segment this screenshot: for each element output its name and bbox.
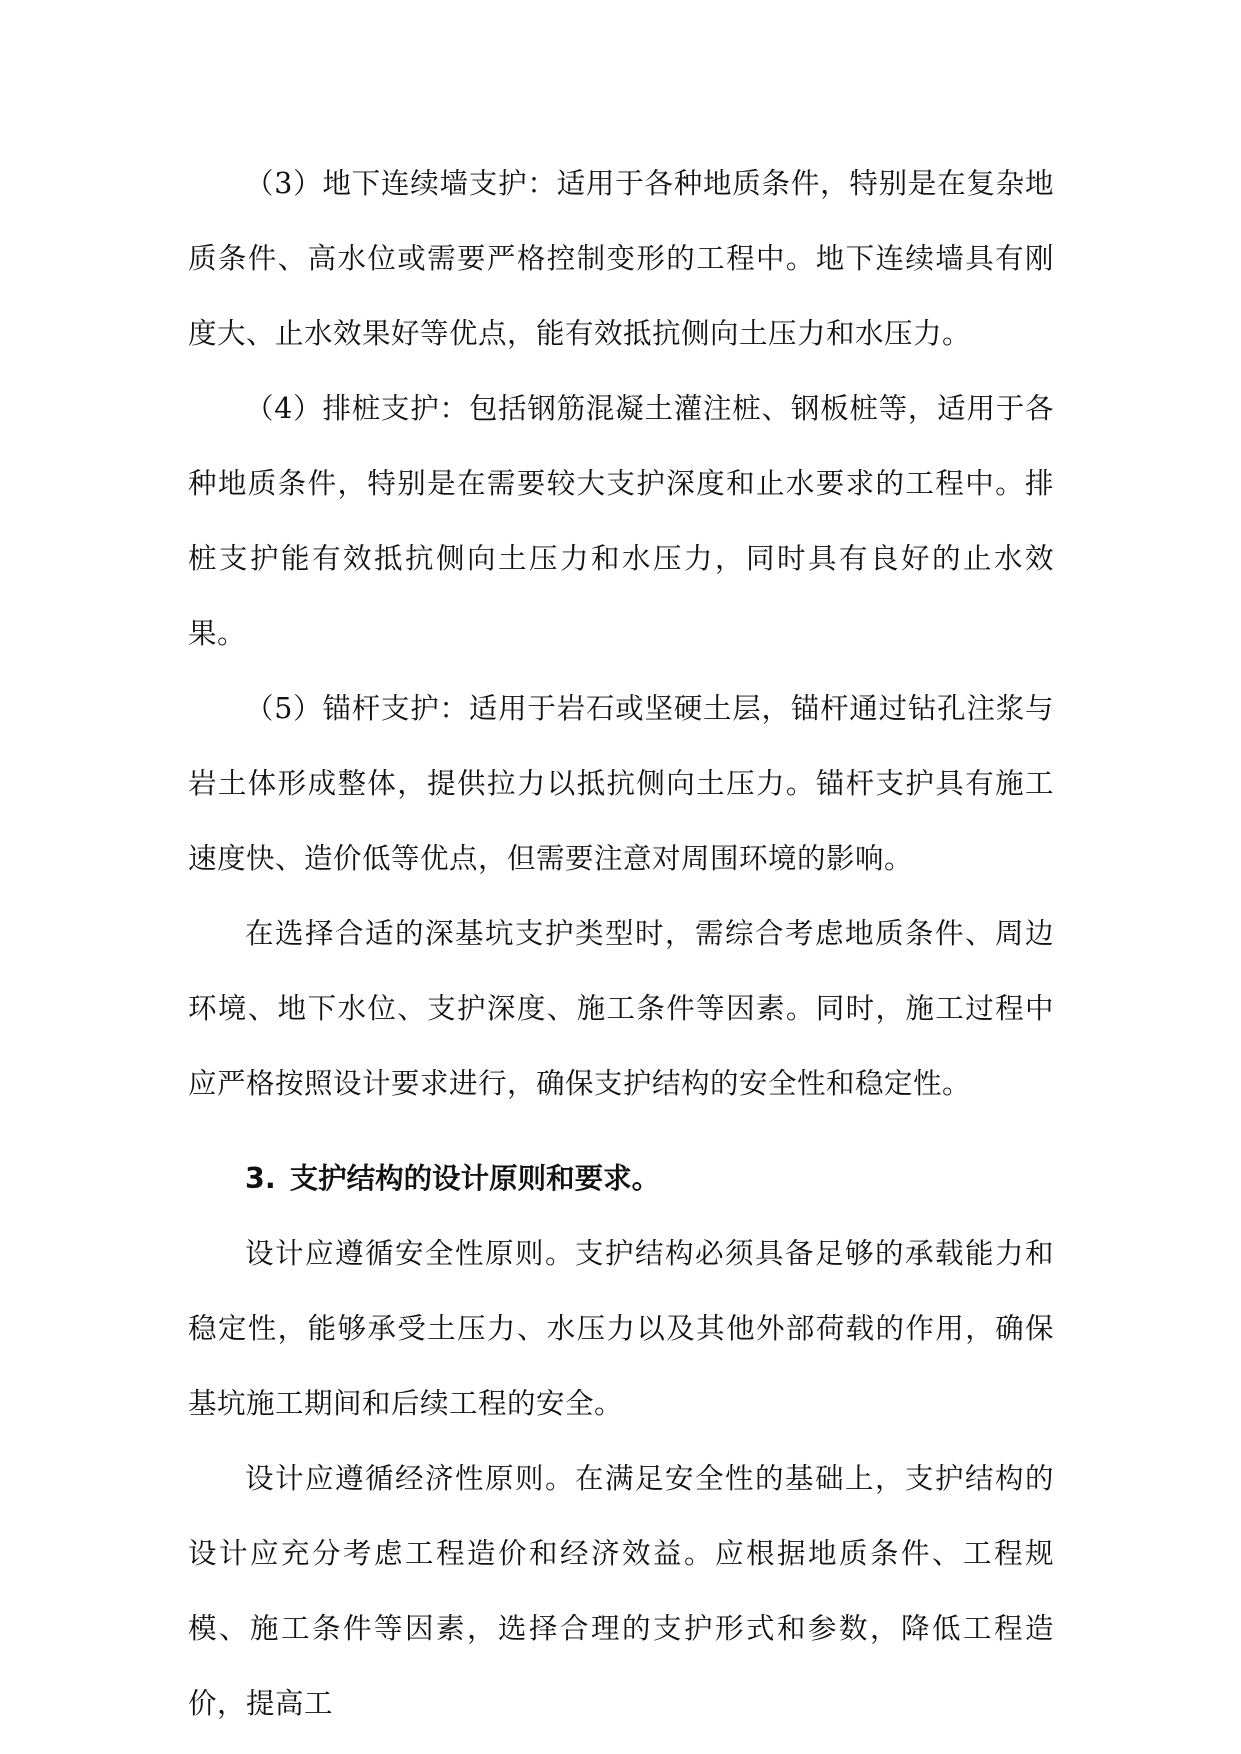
paragraph-selection-summary: 在选择合适的深基坑支护类型时，需综合考虑地质条件、周边环境、地下水位、支护深度、施工条件等因素。同时，施工过程中应严格按照设计要求进行，确保支护结构的安全性和稳定性。 bbox=[188, 917, 1054, 1100]
paragraph-pile-support: （4）排桩支护：包括钢筋混凝土灌注桩、钢板桩等，适用于各种地质条件，特别是在需要较大支护深度和止水要求的工程中。排桩支护能有效抵抗侧向土压力和水压力，同时具有良好的止水效果。 bbox=[188, 392, 1054, 650]
paragraph-safety-principle: 设计应遵循安全性原则。支护结构必须具备足够的承载能力和稳定性，能够承受土压力、水压力以及其他外部荷载的作用，确保基坑施工期间和后续工程的安全。 bbox=[188, 1237, 1054, 1420]
paragraph-diaphragm-wall: （3）地下连续墙支护：适用于各种地质条件，特别是在复杂地质条件、高水位或需要严格控制变形的工程中。地下连续墙具有刚度大、止水效果好等优点，能有效抵抗侧向土压力和水压力。 bbox=[188, 167, 1054, 350]
paragraph-anchor-support: （5）锚杆支护：适用于岩石或坚硬土层，锚杆通过钻孔注浆与岩土体形成整体，提供拉力以抵抗侧向土压力。锚杆支护具有施工速度快、造价低等优点，但需要注意对周围环境的影响。 bbox=[188, 692, 1054, 875]
section-number: 3. bbox=[245, 1162, 276, 1195]
document-body bbox=[188, 146, 1054, 1741]
section-title: 支护结构的设计原则和要求。 bbox=[289, 1162, 661, 1195]
paragraph-economy-principle: 设计应遵循经济性原则。在满足安全性的基础上，支护结构的设计应充分考虑工程造价和经济效益。应根据地质条件、工程规模、施工条件等因素，选择合理的支护形式和参数，降低工程造价，提高工 bbox=[188, 1462, 1054, 1720]
section-heading bbox=[188, 1121, 1054, 1216]
